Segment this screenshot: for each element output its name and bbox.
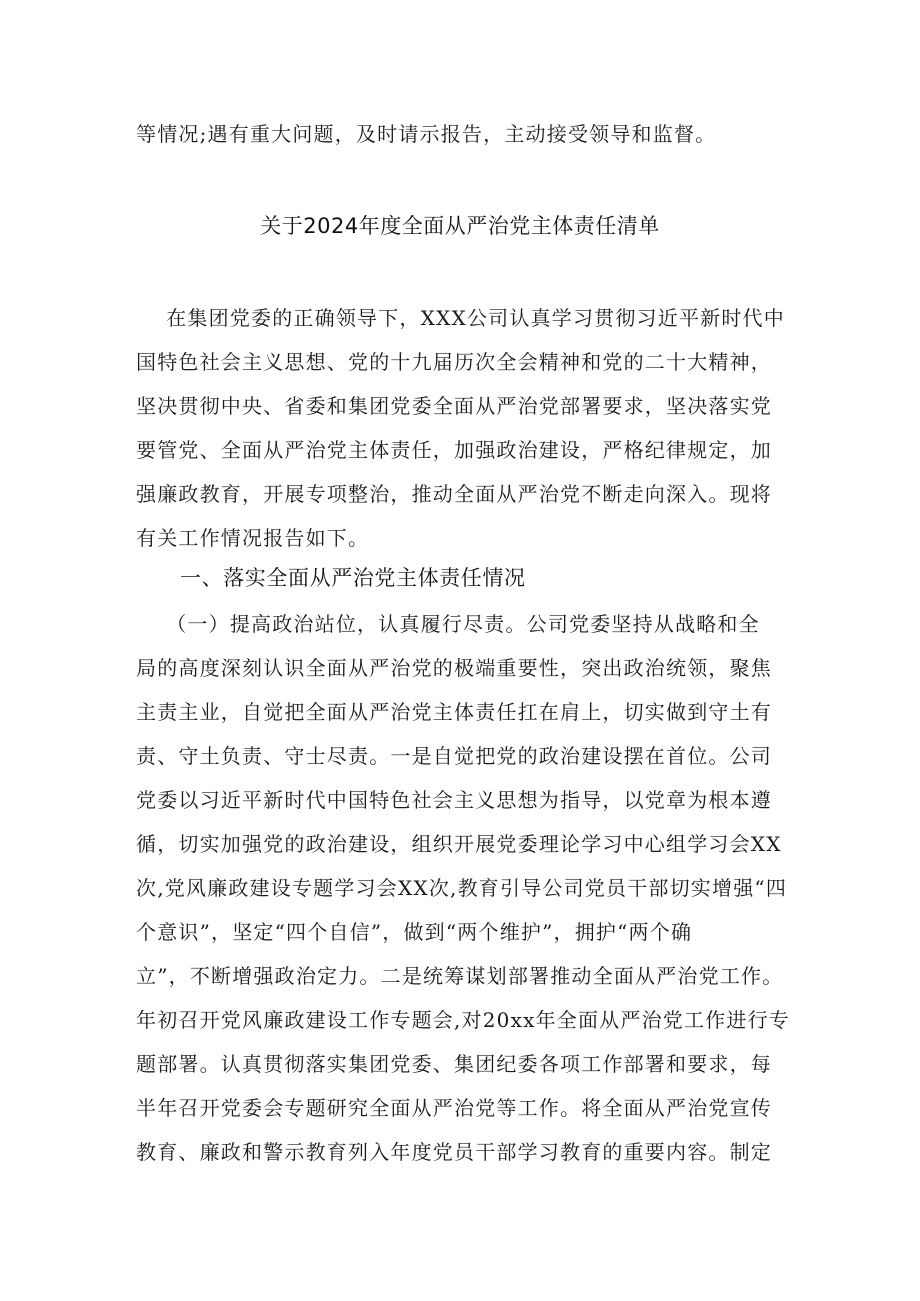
paragraph-line: 循，切实加强党的政治建设，组织开展党委理论学习中心组学习会XX (136, 832, 782, 856)
paragraph-line: 年初召开党风廉政建设工作专题会,对20xx年全面从严治党工作进行专 (136, 1008, 790, 1032)
paragraph-line: 责、守土负责、守士尽责。一是自觉把党的政治建设摆在首位。公司 (136, 744, 772, 768)
document-title: 关于2024年度全面从严治党主体责任清单 (260, 214, 660, 238)
paragraph-line: 强廉政教育，开展专项整治，推动全面从严治党不断走向深入。现将 (136, 482, 772, 506)
paragraph-line: 党委以习近平新时代中国特色社会主义思想为指导，以党章为根本遵 (136, 788, 772, 812)
paragraph-line: 题部署。认真贯彻落实集团党委、集团纪委各项工作部署和要求，每 (136, 1052, 772, 1076)
paragraph-line: 要管党、全面从严治党主体责任，加强政治建设，严格纪律规定，加 (136, 438, 772, 462)
paragraph-line: （一）提高政治站位，认真履行尽责。公司党委坚持从战略和全 (136, 612, 760, 636)
paragraph-line: 教育、廉政和警示教育列入年度党员干部学习教育的重要内容。制定 (136, 1140, 772, 1164)
paragraph-line: 立”，不断增强政治定力。二是统筹谋划部署推动全面从严治党工作。 (136, 964, 784, 988)
paragraph-line: 个意识”，坚定“四个自信”，做到“两个维护”，拥护“两个确 (136, 920, 693, 944)
section-heading: 一、落实全面从严治党主体责任情况 (180, 566, 526, 590)
paragraph-line: 局的高度深刻认识全面从严治党的极端重要性，突出政治统领，聚焦 (136, 656, 772, 680)
paragraph-line: 国特色社会主义思想、党的十九届历次全会精神和党的二十大精神， (136, 350, 772, 374)
paragraph-line: 等情况;遇有重大问题，及时请示报告，主动接受领导和监督。 (136, 122, 717, 146)
paragraph-line: 有关工作情况报告如下。 (136, 526, 370, 550)
paragraph-line: 坚决贯彻中央、省委和集团党委全面从严治党部署要求，坚决落实党 (136, 394, 772, 418)
paragraph-line: 半年召开党委会专题研究全面从严治党等工作。将全面从严治党宣传 (136, 1096, 772, 1120)
paragraph-line: 次,党风廉政建设专题学习会XX次,教育引导公司党员干部切实增强“四 (136, 876, 788, 900)
paragraph-line: 在集团党委的正确领导下，XXX公司认真学习贯彻习近平新时代中 (136, 306, 785, 330)
paragraph-line: 主责主业，自觉把全面从严治党主体责任扛在肩上，切实做到守土有 (136, 700, 772, 724)
